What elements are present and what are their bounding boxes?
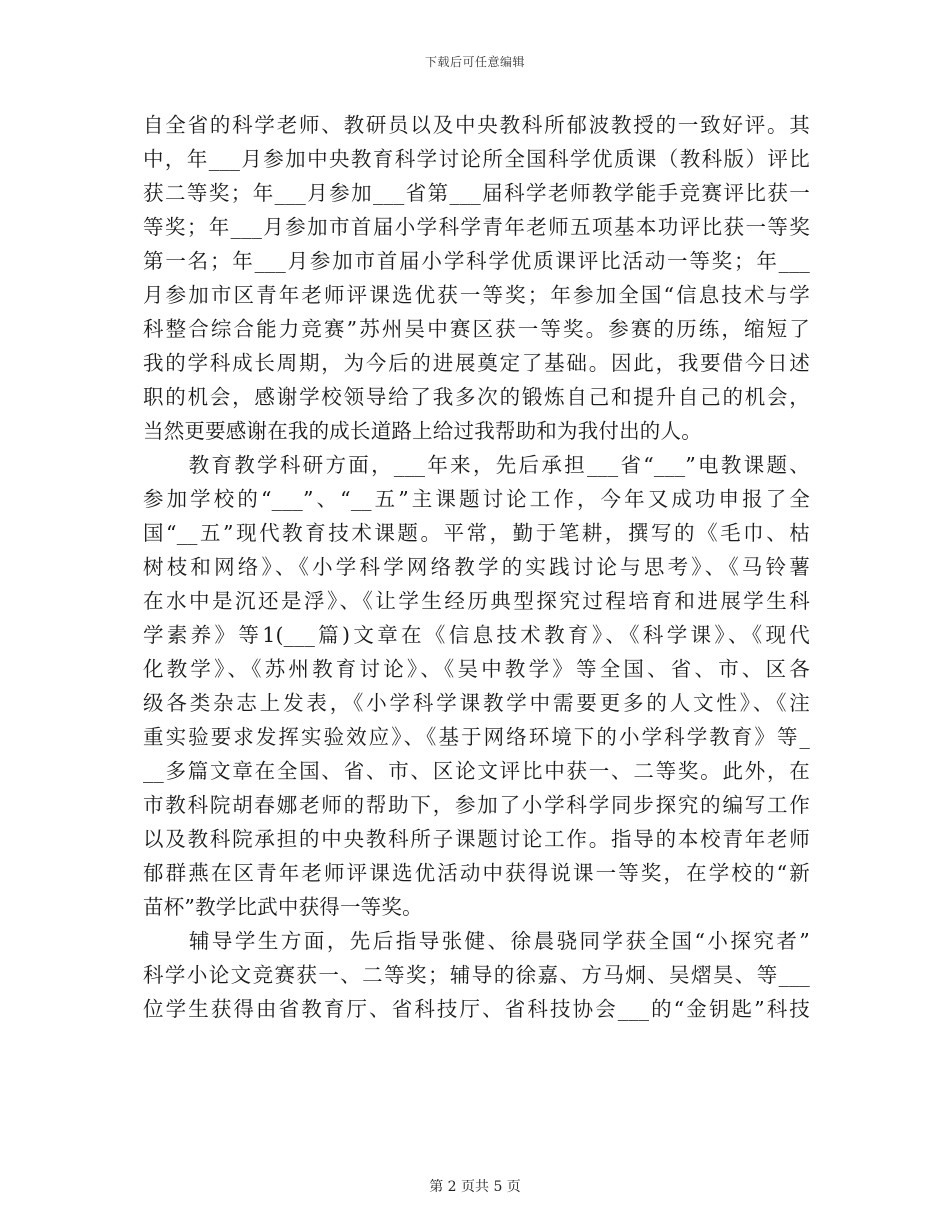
text-line: 中，年___月参加中央教育科学讨论所全国科学优质课（教科版）评比 [143,147,810,171]
document-body [143,108,810,1026]
text-line: 级各类杂志上发表，《小学科学课教学中需要更多的人文性》、《注 [143,691,810,715]
text-line: 教育教学科研方面，___年来，先后承担___省“___”电教课题、 [143,453,810,477]
text-line: 郁群燕在区青年老师评课选优活动中获得说课一等奖，在学校的“新 [143,861,810,885]
text-line: 市教科院胡春娜老师的帮助下，参加了小学科学同步探究的编写工作 [143,793,810,817]
text-line: 我的学科成长周期，为今后的进展奠定了基础。因此，我要借今日述 [143,351,810,375]
text-line: 位学生获得由省教育厅、省科技厅、省科技协会___的“金钥匙”科技 [143,997,810,1021]
text-line: 获二等奖；年___月参加___省第___届科学老师教学能手竞赛评比获一 [143,181,810,205]
text-line: 苗杯”教学比武中获得一等奖。 [143,895,423,919]
text-line: 国“__五”现代教育技术课题。平常，勤于笔耕，撰写的《毛巾、枯 [143,521,810,545]
text-line: 重实验要求发挥实验效应》、《基于网络环境下的小学科学教育》等_ [143,725,810,749]
text-line: 学素养》等1(___篇)文章在《信息技术教育》、《科学课》、《现代 [143,623,810,647]
text-line: 辅导学生方面，先后指导张健、徐晨骁同学获全国“小探究者” [143,929,810,953]
text-line: 以及教科院承担的中央教科所子课题讨论工作。指导的本校青年老师 [143,827,810,851]
text-line: 在水中是沉还是浮》、《让学生经历典型探究过程培育和进展学生科 [143,589,810,613]
text-line: 等奖；年___月参加市首届小学科学青年老师五项基本功评比获一等奖 [143,215,810,239]
text-line: 树枝和网络》、《小学科学网络教学的实践讨论与思考》、《马铃薯 [143,555,810,579]
text-line: 自全省的科学老师、教研员以及中央教科所郁波教授的一致好评。其 [143,113,810,137]
page-header: 下载后可任意编辑 [424,55,525,69]
text-line: 化教学》、《苏州教育讨论》、《吴中教学》等全国、省、市、区各 [143,657,810,681]
page-footer: 第 2 页共 5 页 [429,1179,521,1195]
text-line: 科学小论文竞赛获一、二等奖；辅导的徐嘉、方马炯、吴熠昊、等___ [143,963,810,987]
text-line: __多篇文章在全国、省、市、区论文评比中获一、二等奖。此外，在 [143,759,810,783]
text-line: 参加学校的“___”、“__五”主课题讨论工作，今年又成功申报了全 [143,487,810,511]
text-line: 月参加市区青年老师评课选优获一等奖；年参加全国“信息技术与学 [143,283,810,307]
text-line: 职的机会，感谢学校领导给了我多次的锻炼自己和提升自己的机会， [143,385,810,409]
text-line: 科整合综合能力竞赛”苏州吴中赛区获一等奖。参赛的历练，缩短了 [143,317,810,341]
text-line: 当然更要感谢在我的成长道路上给过我帮助和为我付出的人。 [143,419,702,443]
text-line: 第一名；年___月参加市首届小学科学优质课评比活动一等奖；年___ [143,249,810,273]
